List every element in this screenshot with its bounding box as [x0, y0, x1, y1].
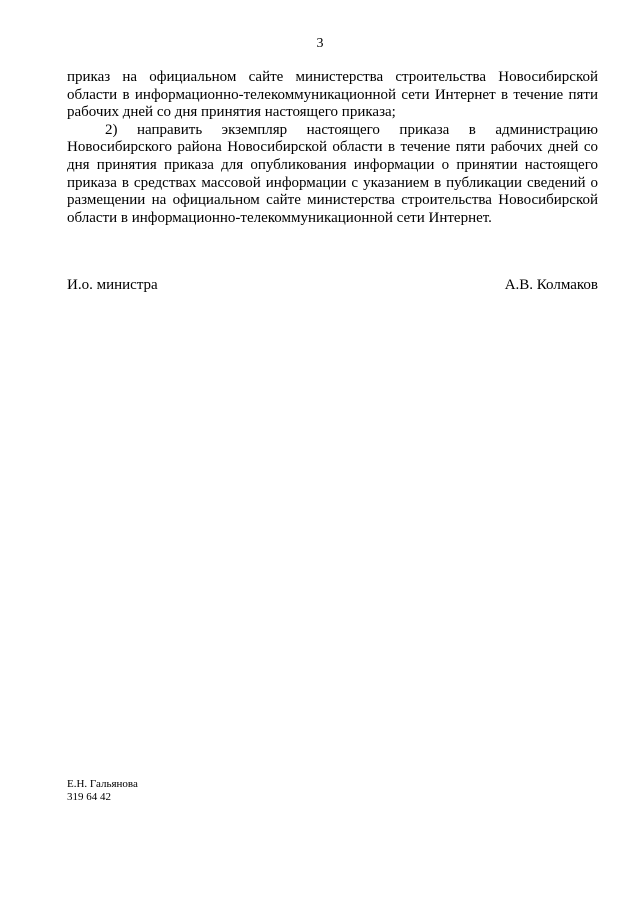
paragraph-item-2: 2) направить экземпляр настоящего приказа в администрацию Новосибирского района Новосибирской области в течение пяти рабочих дней со дня принятия приказа для опубликования информации о принятии настоящего приказа в средствах массовой информации с указанием в публикации сведений о размещении на официальном сайте министерства строительства Новосибирской области в информационно-телекоммуникационной сети Интернет. — [67, 121, 598, 226]
document-body — [67, 69, 598, 227]
page-number: 3 — [316, 36, 324, 51]
paragraph-continuation: приказ на официальном сайте министерства строительства Новосибирской области в информационно-телекоммуникационной сети Интернет в течение пяти рабочих дней со дня принятия настоящего приказа; — [67, 69, 598, 121]
executor-block — [67, 778, 138, 804]
signatory-name: А.В. Колмаков — [504, 277, 598, 293]
executor-name: Е.Н. Гальянова — [67, 778, 138, 790]
signature-block — [67, 276, 598, 294]
executor-phone: 319 64 42 — [67, 791, 111, 803]
signatory-position: И.о. министра — [67, 277, 158, 293]
